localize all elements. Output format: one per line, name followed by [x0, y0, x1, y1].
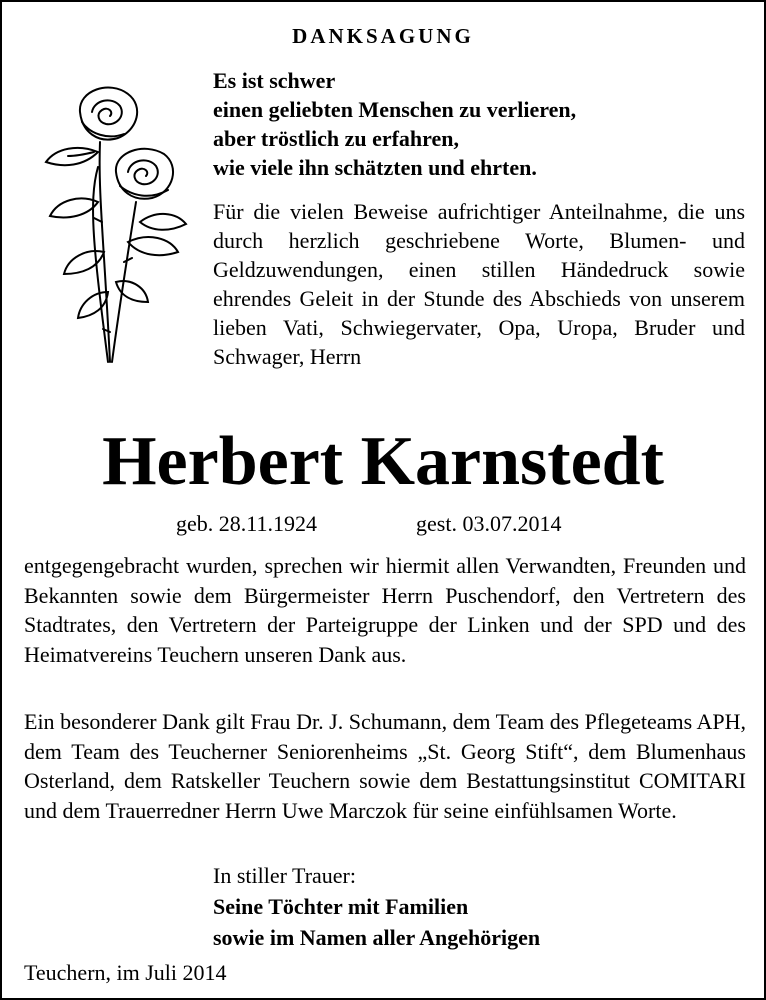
birth-date: geb. 28.11.1924	[176, 511, 317, 536]
signoff-line: In stiller Trauer:	[213, 863, 356, 888]
deceased-name: Herbert Karnstedt	[102, 423, 664, 500]
special-thanks-paragraph: Ein besonderer Dank gilt Frau Dr. J. Schumann, dem Team des Pflegeteams APH, dem Team des Teucherner Seniorenheims „St. Georg Stift“, dem Blumenhaus Osterland, dem Ratskeller Teuchern sowie dem Bestattungsinstitut COMITARI und dem Trauerredner Herrn Uwe Marczok für seine einfühlsamen Worte.	[24, 709, 746, 823]
thanks-paragraph: entgegengebracht wurden, sprechen wir hiermit allen Verwandten, Freunden und Bekannten sowie dem Bürgermeister Herrn Puschendorf, den Vertretern des Stadtrates, den Vertretern der Parteigruppe der Linken und der SPD und des Heimatvereins Teuchern unseren Dank aus.	[24, 553, 746, 667]
death-date: gest. 03.07.2014	[416, 511, 562, 536]
notice-heading: DANKSAGUNG	[292, 24, 474, 48]
poem-line: Es ist schwer	[213, 68, 336, 93]
place-date: Teuchern, im Juli 2014	[24, 960, 227, 985]
roses-icon	[28, 82, 198, 367]
signoff	[213, 860, 733, 953]
intro-paragraph: Für die vielen Beweise aufrichtiger Anteilnahme, die uns durch herzlich geschriebene Worte, Blumen- und Geldzuwendungen, einen stillen Händedruck sowie ehrendes Geleit in der Stunde des Abschieds von unserem lieben Vati, Schwiegervater, Opa, Uropa, Bruder und Schwager, Herrn	[213, 199, 745, 369]
life-dates	[176, 509, 696, 538]
poem-line: aber tröstlich zu erfahren,	[213, 126, 460, 151]
signoff-family: Seine Töchter mit Familien	[213, 894, 469, 919]
poem-line: einen geliebten Menschen zu verlieren,	[213, 97, 577, 122]
signoff-relatives: sowie im Namen aller Angehörigen	[213, 925, 541, 950]
poem	[213, 66, 753, 182]
poem-line: wie viele ihn schätzten und ehrten.	[213, 155, 537, 180]
